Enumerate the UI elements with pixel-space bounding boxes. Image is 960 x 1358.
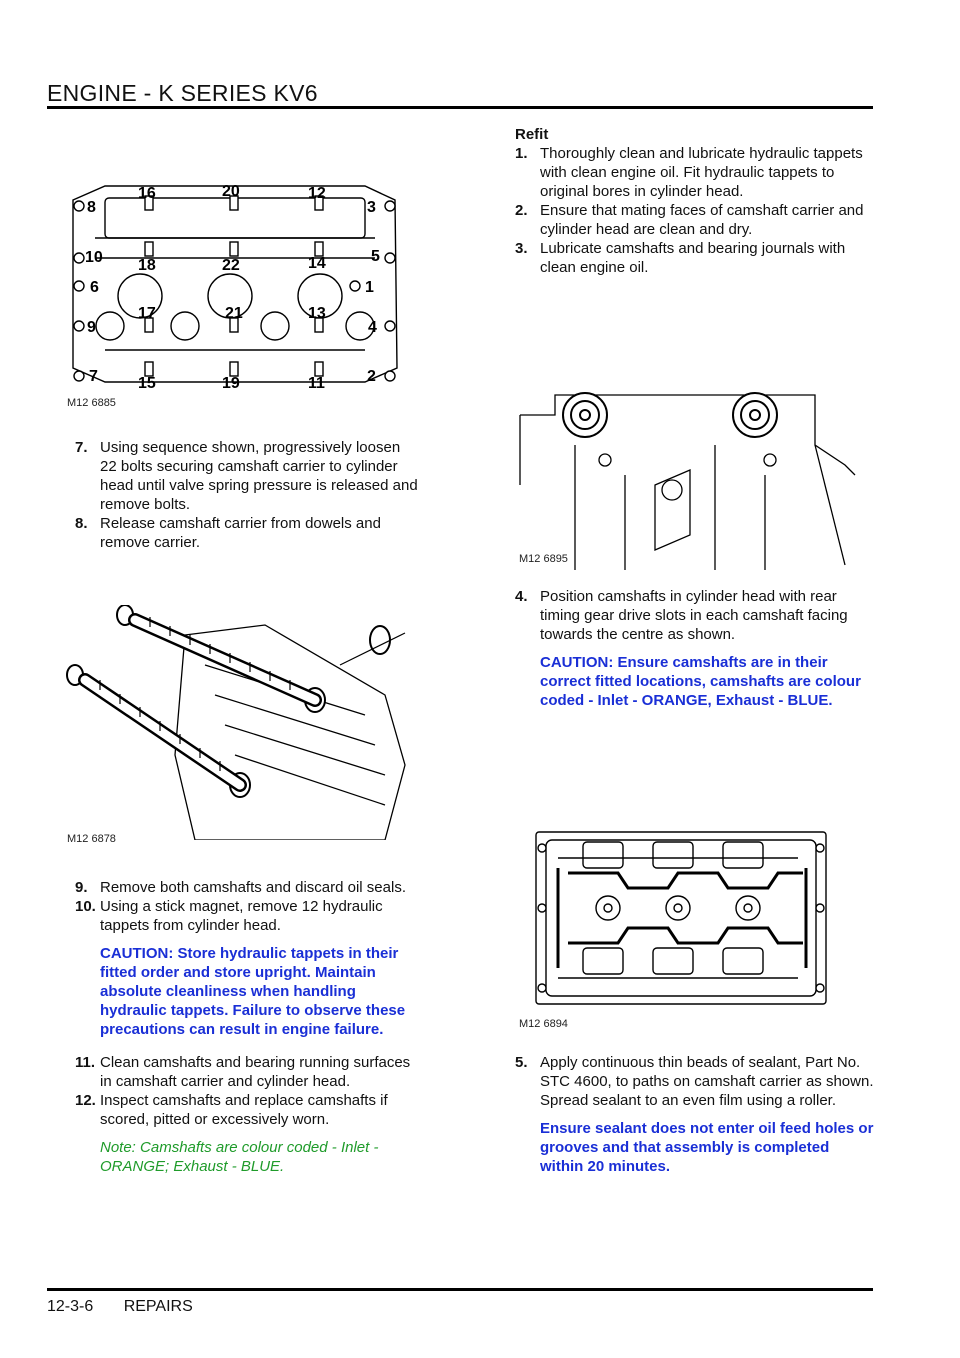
step-7: 7. Using sequence shown, progressively loosen 22 bolts securing camshaft carrier to cylinder head until valve spring pressure is released and remove bolts. bbox=[75, 439, 418, 513]
step-8: 8. Release camshaft carrier from dowels and remove carrier. bbox=[75, 515, 381, 551]
footer-rule bbox=[47, 1288, 873, 1291]
bolt-number: 7 bbox=[89, 368, 98, 385]
step-9: 9. Remove both camshafts and discard oil seals. bbox=[75, 879, 406, 896]
step-10: 10. Using a stick magnet, remove 12 hydraulic tappets from cylinder head. bbox=[75, 898, 383, 934]
bolt-number: 8 bbox=[87, 199, 96, 216]
bolt-number: 16 bbox=[138, 185, 156, 202]
bolt-number: 15 bbox=[138, 375, 156, 388]
figure-label: M12 6885 bbox=[67, 397, 116, 409]
figure-label: M12 6894 bbox=[519, 1018, 568, 1030]
bolt-number: 9 bbox=[87, 319, 96, 336]
right-column-refit-a bbox=[515, 125, 875, 277]
bolt-number: 6 bbox=[90, 279, 99, 296]
refit-step-3: 3. Lubricate camshafts and bearing journals with clean engine oil. bbox=[515, 240, 846, 276]
bolt-number: 19 bbox=[222, 375, 240, 388]
figure-label: M12 6878 bbox=[67, 833, 116, 845]
note-colour-code: Note: Camshafts are colour coded - Inlet - ORANGE; Exhaust - BLUE. bbox=[100, 1139, 379, 1175]
bolt-number: 4 bbox=[368, 319, 377, 336]
page-number: 12-3-6 bbox=[47, 1298, 94, 1315]
refit-heading: Refit bbox=[515, 126, 549, 143]
bolt-number: 13 bbox=[308, 305, 326, 322]
left-column-steps-b bbox=[75, 878, 420, 1176]
refit-step-2: 2. Ensure that mating faces of camshaft carrier and cylinder head are clean and dry. bbox=[515, 202, 864, 238]
header-rule bbox=[47, 106, 873, 109]
left-column-steps-a bbox=[75, 438, 420, 552]
refit-step-4: 4. Position camshafts in cylinder head with rear timing gear drive slots in each camshaft facing towards the centre as shown. bbox=[515, 588, 848, 643]
bolt-number: 11 bbox=[308, 375, 325, 388]
bolt-number: 17 bbox=[138, 305, 156, 322]
figure-sealant-paths bbox=[528, 828, 833, 1008]
refit-step-1: 1. Thoroughly clean and lubricate hydraulic tappets with clean engine oil. Fit hydraulic tappets to original bores in cylinder head. bbox=[515, 145, 863, 200]
figure-bolt-sequence bbox=[65, 178, 405, 388]
bolt-number: 14 bbox=[308, 255, 326, 272]
step-12: 12. Inspect camshafts and replace camshafts if scored, pitted or excessively worn. bbox=[75, 1092, 388, 1128]
caution-camshaft-location: CAUTION: Ensure camshafts are in their correct fitted locations, camshafts are colour coded - Inlet - ORANGE, Exhaust - BLUE. bbox=[540, 654, 861, 709]
bolt-number: 2 bbox=[367, 368, 376, 385]
step-11: 11. Clean camshafts and bearing running surfaces in camshaft carrier and cylinder head. bbox=[75, 1054, 411, 1090]
bolt-number: 18 bbox=[138, 257, 156, 274]
bolt-number: 1 bbox=[365, 279, 374, 296]
figure-label: M12 6895 bbox=[519, 553, 568, 565]
bolt-number: 3 bbox=[367, 199, 376, 216]
figure-camshaft-position bbox=[515, 385, 860, 570]
bolt-number: 12 bbox=[308, 185, 326, 202]
section-name: REPAIRS bbox=[123, 1298, 193, 1315]
bolt-number: 10 bbox=[85, 249, 103, 266]
bolt-number: 22 bbox=[222, 257, 240, 274]
right-column-refit-c bbox=[515, 1053, 875, 1176]
refit-step-5: 5. Apply continuous thin beads of sealant, Part No. STC 4600, to paths on camshaft carrier as shown. Spread sealant to an even film using a roller. bbox=[515, 1054, 874, 1109]
right-column-refit-b bbox=[515, 587, 875, 710]
page-footer bbox=[47, 1298, 219, 1316]
caution-sealant: Ensure sealant does not enter oil feed holes or grooves and that assembly is completed within 20 minutes. bbox=[540, 1120, 874, 1175]
bolt-number: 21 bbox=[225, 305, 243, 322]
caution-tappets: CAUTION: Store hydraulic tappets in their fitted order and store upright. Maintain absolute cleanliness when handling hydraulic tappets. Failure to observe these precautions can result in engine failure. bbox=[100, 945, 406, 1038]
bolt-number: 20 bbox=[222, 183, 240, 200]
figure-camshaft-removal bbox=[65, 605, 410, 840]
page-header-title: ENGINE - K SERIES KV6 bbox=[47, 80, 318, 106]
bolt-number: 5 bbox=[371, 248, 380, 265]
